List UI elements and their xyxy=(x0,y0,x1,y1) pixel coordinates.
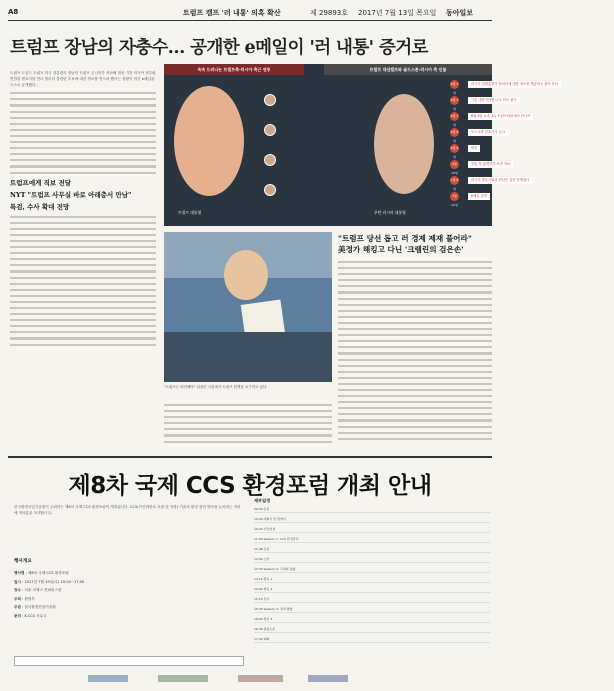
timeline-date: 7월 11일 xyxy=(451,194,458,207)
issue-number: 제 29893호 xyxy=(310,9,349,17)
section-title: 트럼프 캠프 '러 내통' 의혹 확산 xyxy=(183,9,281,17)
text-line xyxy=(338,310,492,312)
text-line xyxy=(10,135,156,137)
text-line xyxy=(164,434,332,436)
text-line xyxy=(10,252,156,254)
text-line xyxy=(10,117,156,119)
info-label: 장소 xyxy=(14,588,21,593)
info-value: 제8차 국제 CCS 환경포럼 xyxy=(27,571,69,575)
subhead-2: NYT "트럼프 사무실 바로 아래층서 만남" xyxy=(10,190,132,199)
trump-photo xyxy=(174,86,244,196)
text-line xyxy=(338,261,492,263)
timeline-row xyxy=(450,192,610,207)
text-line xyxy=(10,240,156,242)
text-line xyxy=(338,407,492,409)
timeline-quote: 그런 내용이라면 나도 아주 좋다 xyxy=(468,97,520,104)
program-row: 14:10 발표 1 xyxy=(254,578,490,583)
text-line xyxy=(338,401,492,403)
text-line xyxy=(338,359,492,361)
graphic-left-title: 속속 드러나는 트럼프측-러시아 측근 연루 xyxy=(164,64,304,75)
main-headline: 트럼프 장남의 자충수… 공개한 e메일이 '러 내통' 증거로 xyxy=(10,38,428,58)
timeline-row xyxy=(450,144,610,159)
text-line xyxy=(164,428,332,430)
info-label: 주최 xyxy=(14,596,21,601)
timeline-quote: 러시아 검찰총장이 힐러리에 대한 정보를 제공하고 싶어 한다 xyxy=(468,81,561,88)
sponsor-logo xyxy=(158,675,208,682)
text-line xyxy=(338,316,492,318)
timeline-row xyxy=(450,80,610,95)
text-line xyxy=(338,334,492,336)
info-value: 환경부 xyxy=(24,596,35,601)
timeline-quote: 모스크바 변호사가 온다 xyxy=(468,129,508,136)
text-line xyxy=(164,404,332,406)
sidebar-head2: 美정가 해킹고 다닌 '크렘린의 검은손' xyxy=(338,245,464,254)
text-line xyxy=(10,228,156,230)
text-line xyxy=(10,264,156,266)
program-row: 13:30 Session 2: 국내외 동향 xyxy=(254,568,490,573)
text-line xyxy=(338,304,492,306)
sidebar-body xyxy=(338,261,492,449)
text-line xyxy=(338,432,492,434)
protest-photo xyxy=(164,232,332,382)
timeline-date: 6월 8일 xyxy=(450,130,459,143)
infographic xyxy=(164,64,558,226)
text-line xyxy=(164,416,332,418)
page-header xyxy=(8,6,492,20)
timeline-row xyxy=(450,160,610,175)
text-line xyxy=(10,289,156,291)
info-item: 문의 : K-CCS 사무국 xyxy=(14,613,47,618)
timeline-date: 7월 8일 xyxy=(450,178,459,191)
program-row: 11:00 Session 1: CCS 환경관리 xyxy=(254,538,490,543)
text-line xyxy=(10,258,156,260)
issue-date: 2017년 7월 13일 목요일 xyxy=(358,9,437,17)
info-value: 2017년 7월 19일(수) 10:00~17:00 xyxy=(24,579,85,584)
text-line xyxy=(338,298,492,300)
crowd-shape xyxy=(164,332,332,382)
text-line xyxy=(10,283,156,285)
sponsor-logos xyxy=(8,672,492,686)
info-title: 행사개요 xyxy=(14,559,32,564)
timeline-row xyxy=(450,128,610,143)
text-line xyxy=(164,441,332,443)
program-table xyxy=(254,498,490,650)
text-line xyxy=(338,291,492,293)
text-line xyxy=(10,153,156,155)
ad-intro: 한국환경산업기술원이 주최하는 제8차 국제 CCS 환경포럼이 개최됩니다. CCS(이산화탄소 포집 및 저장) 기술의 환경 관리 방안을 논의하는 자리에 여러분을 초대합니다. xyxy=(14,505,241,516)
text-line xyxy=(338,419,492,421)
program-row: 16:00 발표 3 xyxy=(254,618,490,623)
text-line xyxy=(338,438,492,440)
text-line xyxy=(10,98,156,100)
info-label: 문의 xyxy=(14,613,21,618)
graphic-right-title: 트럼프 대선캠프와 골드스톤-러시아 측 인물 xyxy=(324,64,492,75)
subhead-3: 특검, 수사 확대 전망 xyxy=(10,202,70,211)
mid-column xyxy=(164,400,332,450)
timeline-date: 6월 3일 xyxy=(450,98,459,111)
timeline-quote: 푸틴 측 관계자가 보낸 자료 xyxy=(468,161,513,168)
timeline-row xyxy=(450,112,610,127)
text-line xyxy=(10,172,156,174)
info-label: 주관 xyxy=(14,605,21,610)
ad-separator xyxy=(8,456,492,458)
timeline-row xyxy=(450,176,610,191)
program-row: 14:40 발표 2 xyxy=(254,588,490,593)
info-label: 행사명 xyxy=(14,571,25,575)
header-rule xyxy=(8,20,492,21)
timeline-quote: e메일 공개 xyxy=(468,193,490,200)
info-label: 일시 xyxy=(14,579,21,584)
ad-left xyxy=(14,504,242,621)
text-line xyxy=(10,216,156,218)
program-row: 16:30 종합토론 xyxy=(254,628,490,633)
info-value: 한국환경산업기술원 xyxy=(24,605,56,610)
sponsor-logo xyxy=(238,675,283,682)
text-line xyxy=(338,389,492,391)
text-line xyxy=(164,422,332,424)
text-line xyxy=(10,104,156,106)
text-line xyxy=(10,277,156,279)
text-line xyxy=(338,267,492,269)
timeline-row xyxy=(450,96,610,111)
text-line xyxy=(10,307,156,309)
person-icon xyxy=(264,154,276,166)
person-icon xyxy=(264,94,276,106)
text-line xyxy=(338,279,492,281)
timeline-quote: 6월 9일 오후 3시 트럼프타워에서 만나자 xyxy=(468,113,533,120)
lead-paragraph: 트럼프 도널드 트럼프 미국 대통령의 장남인 트럼프 주니어가 지난해 대선 기간 러시아 정부와 연결된 변호사를 만나 힐러리 클린턴 후보에 대한 정보를 얻으려 했다는 정황이 담긴 e메일을 스스로 공개했다. xyxy=(10,71,156,88)
timeline-date: 6월 3일 xyxy=(450,82,459,95)
text-line xyxy=(10,270,156,272)
program-row: 09:30 등록 xyxy=(254,508,490,513)
text-line xyxy=(338,346,492,348)
text-line xyxy=(164,410,332,412)
timeline-date: 6월 9일 xyxy=(450,146,459,159)
text-line xyxy=(338,273,492,275)
timeline-date: 6월 7일 xyxy=(450,114,459,127)
text-line xyxy=(10,331,156,333)
text-line xyxy=(10,344,156,346)
text-line xyxy=(10,295,156,297)
sidebar-head1: "트럼프 당선 돕고 러 경제 제재 풀어라" xyxy=(338,234,472,243)
program-row: 12:00 오찬 xyxy=(254,558,490,563)
text-line xyxy=(10,141,156,143)
text-line xyxy=(338,383,492,385)
text-line xyxy=(338,322,492,324)
text-line xyxy=(338,365,492,367)
brand-name: 동아일보 xyxy=(446,9,474,17)
timeline-quote: 러시아 변호사와의 만남은 입양 문제였다 xyxy=(468,177,532,184)
text-line xyxy=(338,340,492,342)
text-line xyxy=(10,319,156,321)
text-line xyxy=(10,123,156,125)
graphic-left-caption: 트럼프 대통령 xyxy=(178,210,202,215)
text-line xyxy=(10,246,156,248)
text-line xyxy=(338,352,492,354)
info-item: 장소 : 서울 코엑스 컨퍼런스룸 xyxy=(14,588,62,593)
text-line xyxy=(338,426,492,428)
effigy-shape xyxy=(224,250,268,300)
text-line xyxy=(338,371,492,373)
text-line xyxy=(10,337,156,339)
person-icon xyxy=(264,124,276,136)
text-line xyxy=(338,395,492,397)
text-line xyxy=(338,413,492,415)
timeline-date: 6월 13일 xyxy=(451,162,458,175)
sponsor-logo xyxy=(308,675,348,682)
program-row: 11:40 토론 xyxy=(254,548,490,553)
program-row: 10:00 개회식 및 환영사 xyxy=(254,518,490,523)
sidebar-article xyxy=(338,233,492,449)
text-line xyxy=(10,111,156,113)
photo2-caption: "트럼프는 퇴진해야" 워싱턴 시위대가 트럼프 탄핵을 요구하고 있다. xyxy=(164,385,268,389)
graphic-right-caption: 푸틴 러시아 대통령 xyxy=(374,210,406,215)
text-line xyxy=(10,92,156,94)
info-value: 서울 코엑스 컨퍼런스룸 xyxy=(24,588,62,593)
text-line xyxy=(10,129,156,131)
program-row: 17:00 폐회 xyxy=(254,638,490,643)
program-row: 10:20 기조연설 xyxy=(254,528,490,533)
putin-photo xyxy=(374,94,434,194)
text-line xyxy=(338,285,492,287)
program-title: 세부일정 xyxy=(254,498,271,503)
text-line xyxy=(338,328,492,330)
info-value: K-CCS 사무국 xyxy=(24,613,47,618)
info-item: 주관 : 한국환경산업기술원 xyxy=(14,605,56,610)
timeline-quote: 회동 xyxy=(468,145,480,152)
info-list xyxy=(14,569,242,621)
text-line xyxy=(10,165,156,167)
program-row: 15:10 휴식 xyxy=(254,598,490,603)
person-icon xyxy=(264,184,276,196)
sponsor-logo xyxy=(88,675,128,682)
text-line xyxy=(10,313,156,315)
text-line xyxy=(10,325,156,327)
text-line xyxy=(10,234,156,236)
text-line xyxy=(10,147,156,149)
text-line xyxy=(10,301,156,303)
info-item: 일시 : 2017년 7월 19일(수) 10:00~17:00 xyxy=(14,579,85,584)
text-line xyxy=(10,159,156,161)
text-line xyxy=(10,222,156,224)
left-column xyxy=(10,70,156,450)
subhead-1: 트럼프에게 직보 전달 xyxy=(10,178,72,187)
info-item: 주최 : 환경부 xyxy=(14,596,35,601)
program-row: 15:30 Session 3: 정책 방향 xyxy=(254,608,490,613)
info-item: 행사명 : 제8차 국제 CCS 환경포럼 xyxy=(14,571,69,575)
page-number: A8 xyxy=(8,8,19,16)
register-box[interactable] xyxy=(14,656,244,666)
text-line xyxy=(338,377,492,379)
ad-title: 제8차 국제 CCS 환경포럼 개최 안내 xyxy=(68,473,432,499)
